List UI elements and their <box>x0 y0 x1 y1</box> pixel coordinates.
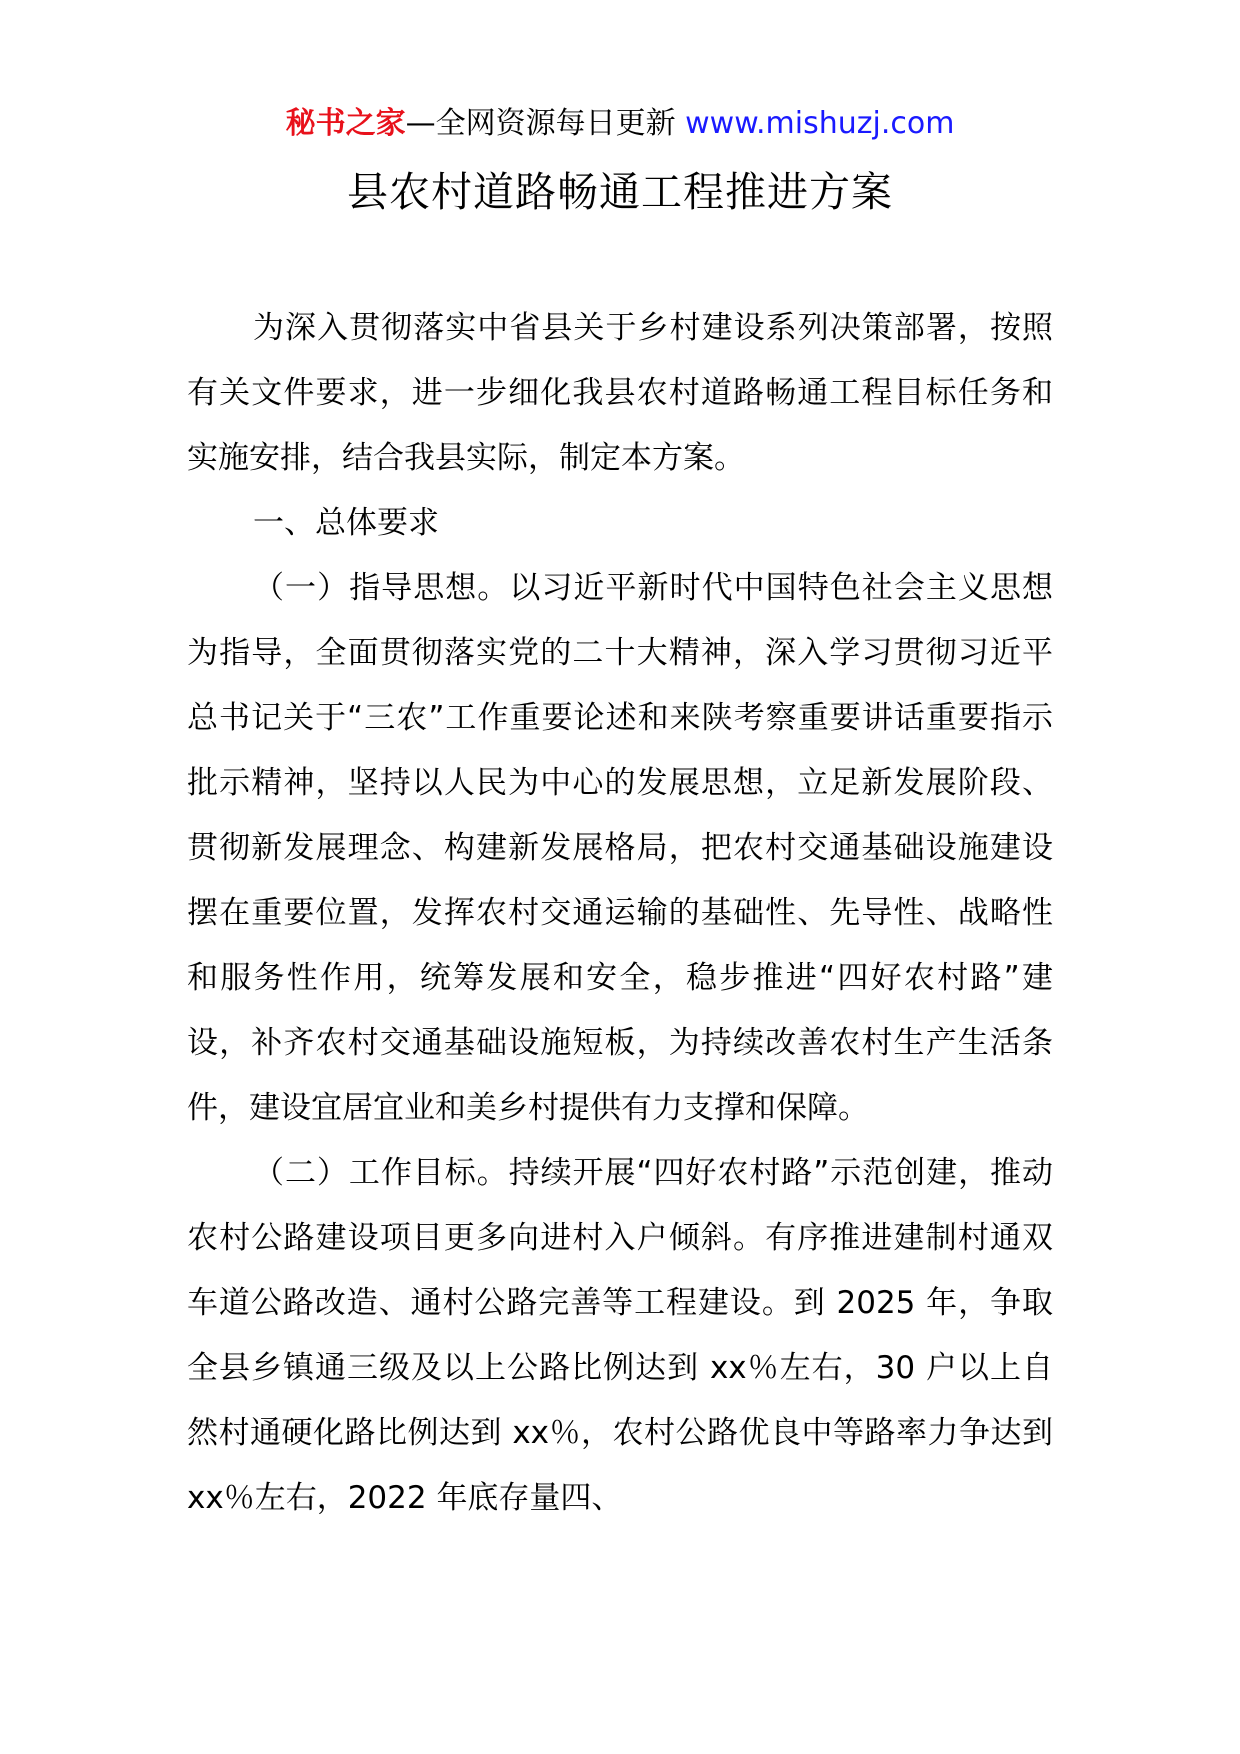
brand-name: 秘书之家 <box>285 106 406 141</box>
intro-paragraph: 为深入贯彻落实中省县关于乡村建设系列决策部署，按照有关文件要求，进一步细化我县农村道路畅通工程目标任务和实施安排，结合我县实际，制定本方案。 <box>187 310 1053 476</box>
work-goals-paragraph: （二）工作目标。持续开展“四好农村路”示范创建，推动农村公路建设项目更多向进村入户倾斜。有序推进建制村通双车道公路改造、通村公路完善等工程建设。到 2025 年，争取全县乡镇通三级及以上公路比例达到 xx％左右，30 户以上自然村通硬化路比例达到 xx％，农村公路优良中等路率力争达到 xx％左右，2022 年底存量四、 <box>187 1155 1053 1516</box>
site-url[interactable]: www.mishuzj.com <box>685 106 955 141</box>
section-heading-general-requirements: 一、总体要求 <box>253 505 439 541</box>
source-banner <box>0 102 1240 146</box>
guiding-ideology-paragraph: （一）指导思想。以习近平新时代中国特色社会主义思想为指导，全面贯彻落实党的二十大精神，深入学习贯彻习近平总书记关于“三农”工作重要论述和来陕考察重要讲话重要指示批示精神，坚持以人民为中心的发展思想，立足新发展阶段、贯彻新发展理念、构建新发展格局，把农村交通基础设施建设摆在重要位置，发挥农村交通运输的基础性、先导性、战略性和服务性作用，统筹发展和安全，稳步推进“四好农村路”建设，补齐农村交通基础设施短板，为持续改善农村生产生活条件，建设宜居宜业和美乡村提供有力支撑和保障。 <box>187 570 1053 1126</box>
document-title: 县农村道路畅通工程推进方案 <box>347 168 893 216</box>
banner-tagline: —全网资源每日更新 <box>405 106 686 141</box>
document-body <box>187 296 1053 1531</box>
